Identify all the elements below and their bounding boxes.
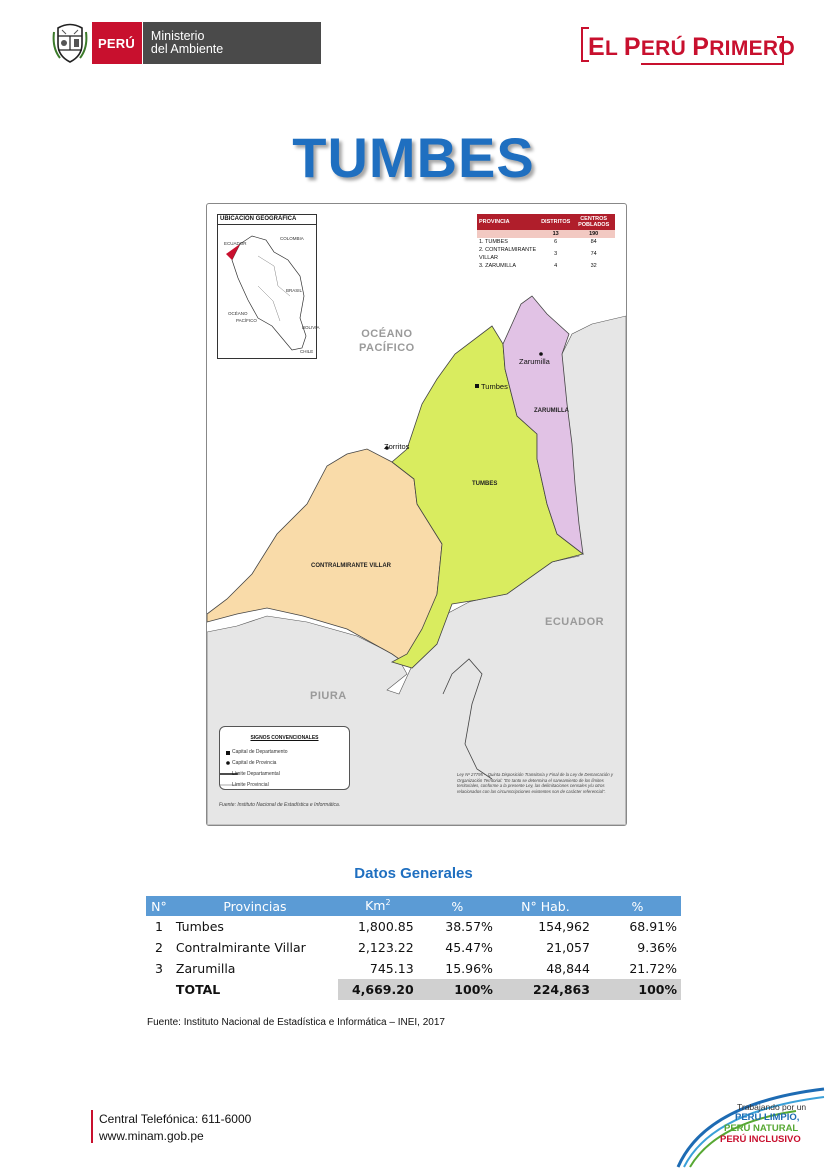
slogan-p2: P <box>692 33 710 61</box>
row-no: 1 <box>154 919 163 934</box>
logo-line2: PERÚ LIMPIO, <box>735 1112 800 1123</box>
col-pct-area: % <box>418 896 497 916</box>
ecuador-label: ECUADOR <box>545 616 605 628</box>
data-source: Fuente: Instituto Nacional de Estadística e Informática – INEI, 2017 <box>147 1017 445 1028</box>
slogan-p1: P <box>623 33 641 61</box>
map-source: Fuente: Instituto Nacional de Estadística e Informática. <box>219 802 341 808</box>
table-header-row <box>146 896 681 916</box>
footer-phone: Central Telefónica: 611-6000 <box>99 1112 252 1126</box>
ministry-line2: del Ambiente <box>150 42 224 56</box>
col-distritos: DISTRITOS <box>539 214 572 230</box>
prov-districts: 6 <box>554 239 558 245</box>
zorritos-town-label: Zorritos <box>384 442 410 451</box>
coat-of-arms-icon <box>52 22 88 64</box>
row-hab: 154,962 <box>538 919 590 934</box>
total-label: TOTAL <box>175 982 221 997</box>
total-pct-area: 100% <box>418 979 497 1000</box>
slogan-e: E <box>588 33 605 61</box>
footer-divider <box>91 1110 93 1143</box>
col-km2 <box>338 896 418 916</box>
logo-line3: PERÚ NATURAL <box>724 1123 799 1134</box>
prov-centers: 32 <box>590 263 597 269</box>
peru-tile: PERÚ <box>92 22 142 64</box>
slogan-eru: ERÚ <box>640 37 693 60</box>
prov-districts: 3 <box>554 251 558 257</box>
legend-item: Límite Provincial <box>232 782 269 788</box>
row-pct-area: 38.57% <box>445 919 493 934</box>
prov-name: 1. TUMBES <box>479 239 508 245</box>
mini-chile: CHILE <box>300 349 314 354</box>
total-centers: 190 <box>572 230 615 238</box>
row-hab: 48,844 <box>546 961 590 976</box>
row-pct-hab: 68.91% <box>629 919 677 934</box>
ministry-logo <box>52 22 321 64</box>
piura-label: PIURA <box>310 690 347 702</box>
col-hab: N° Hab. <box>497 896 594 916</box>
col-provincia: PROVINCIA <box>477 214 539 230</box>
legend-symbols-icon <box>220 749 238 789</box>
province-summary-table <box>477 214 615 270</box>
km-label: Km <box>365 898 386 914</box>
col-provinces: Provincias <box>172 896 338 916</box>
zarumilla-region-label: ZARUMILLA <box>534 408 569 414</box>
col-centros: CENTROS POBLADOS <box>572 214 615 230</box>
row-pct-area: 45.47% <box>445 940 493 955</box>
row-no: 2 <box>154 940 163 955</box>
row-name: Zarumilla <box>175 961 236 976</box>
tumbes-map <box>206 203 627 826</box>
table-row <box>477 246 615 262</box>
table-row <box>146 958 681 979</box>
page-title: TUMBES <box>292 126 535 189</box>
row-pct-area: 15.96% <box>445 961 493 976</box>
prov-name: 3. ZARUMILLA <box>479 263 516 269</box>
table-row <box>146 937 681 958</box>
mini-bolivia: BOLIVIA <box>302 325 320 330</box>
footer-web[interactable]: www.minam.gob.pe <box>99 1129 204 1143</box>
col-pct-hab: % <box>594 896 681 916</box>
mini-oceano: OCÉANO <box>228 311 248 316</box>
row-km2: 2,123.22 <box>357 940 414 955</box>
total-row <box>146 979 681 1000</box>
total-pct-hab: 100% <box>594 979 681 1000</box>
table-row <box>477 262 615 270</box>
el-peru-primero-logo <box>581 25 796 67</box>
ocean-line1: OCÉANO <box>361 328 413 340</box>
prov-centers: 84 <box>590 239 597 245</box>
row-name: Tumbes <box>175 919 224 934</box>
row-km2: 745.13 <box>369 961 414 976</box>
slogan-text <box>588 33 795 62</box>
row-no: 3 <box>154 961 163 976</box>
logo-line1: Trabajando por un <box>737 1102 807 1112</box>
legend-item: Capital de Provincia <box>232 760 277 766</box>
ocean-label <box>359 327 415 355</box>
table-row <box>477 238 615 246</box>
total-districts: 13 <box>539 230 572 238</box>
tumbes-region-label: TUMBES <box>472 481 498 487</box>
general-data-table <box>146 896 681 1000</box>
prov-name: 2. CONTRALMIRANTE VILLAR <box>479 247 537 261</box>
mini-colombia: COLOMBIA <box>280 236 304 241</box>
km-sup: 2 <box>385 898 391 908</box>
legend-item: Límite Departamental <box>232 771 280 777</box>
map-legend <box>219 726 350 790</box>
col-no: N° <box>146 896 172 916</box>
slogan-l: L <box>604 37 624 60</box>
total-hab: 224,863 <box>497 979 594 1000</box>
contralmirante-region-label: CONTRALMIRANTE VILLAR <box>311 563 391 569</box>
mini-pacifico: PACÍFICO <box>236 318 257 323</box>
ocean-line2: PACÍFICO <box>359 342 415 354</box>
logo-line4: PERÚ INCLUSIVO <box>720 1134 801 1145</box>
general-data-title: Datos Generales <box>354 865 473 882</box>
legend-title: SIGNOS CONVENCIONALES <box>250 735 319 741</box>
law-note: Ley Nº 27795 – Quinta Disposición Transitoria y Final de la Ley de Demarcación y Organización Territorial: "En tanto se determina el saneamiento de los límites territoriales, conforme a la presente Ley, las delimitaciones censales y/u otros relacionados con las circunscripciones existentes son de carácter referencial". <box>457 772 614 794</box>
zarumilla-town-label: Zarumilla <box>519 357 550 366</box>
mini-ecuador: ECUADOR <box>224 241 247 246</box>
ministry-line1: Ministerio <box>150 29 205 43</box>
row-pct-hab: 9.36% <box>637 940 677 955</box>
zarumilla-marker <box>539 352 543 356</box>
tumbes-town-label: Tumbes <box>481 382 508 391</box>
total-km2: 4,669.20 <box>338 979 418 1000</box>
table-row <box>146 916 681 937</box>
tumbes-capital-marker <box>475 384 479 388</box>
legend-item: Capital de Departamento <box>232 749 288 755</box>
row-pct-hab: 21.72% <box>629 961 677 976</box>
prov-centers: 74 <box>590 251 597 257</box>
mini-brasil: BRASIL <box>286 288 303 293</box>
row-name: Contralmirante Villar <box>175 940 306 955</box>
location-inset <box>217 214 320 359</box>
ministry-name <box>142 22 321 64</box>
location-title: UBICACIÓN GEOGRÁFICA <box>218 215 316 225</box>
row-hab: 21,057 <box>546 940 590 955</box>
row-km2: 1,800.85 <box>357 919 414 934</box>
table-row <box>477 230 615 238</box>
prov-districts: 4 <box>554 263 558 269</box>
slogan-rimero: RIMERO <box>709 37 796 60</box>
footer-campaign-logo <box>676 1083 826 1169</box>
